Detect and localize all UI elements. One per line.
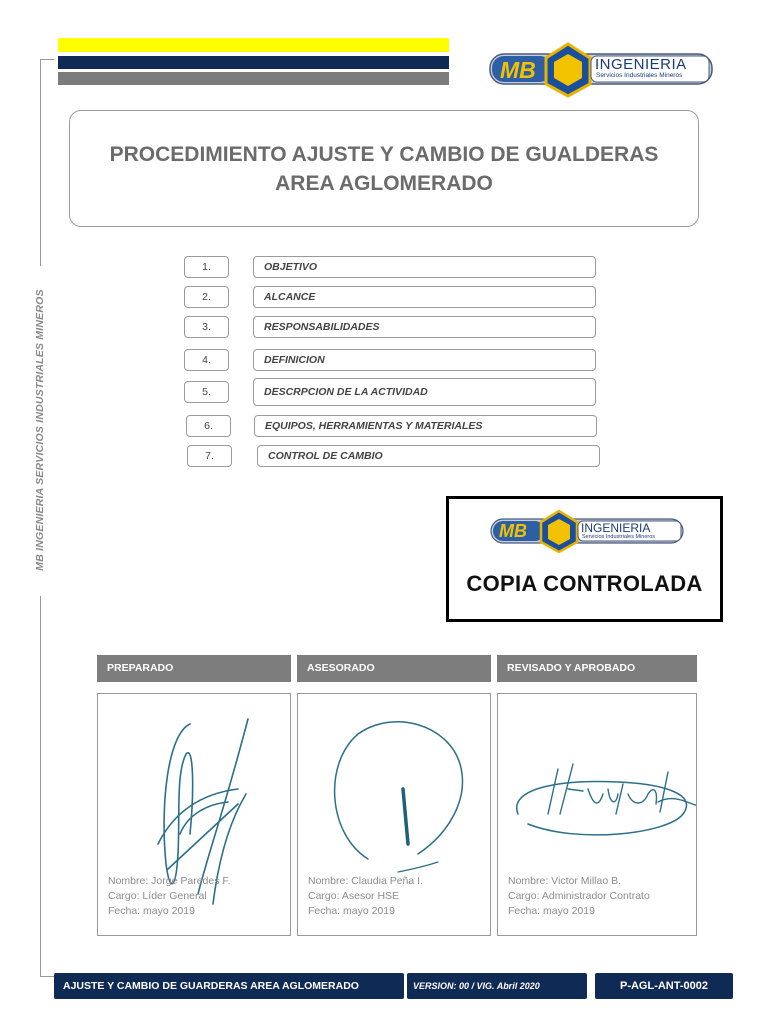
header-bar-gray <box>58 72 449 85</box>
footer-version: VERSION: 00 / VIG. Abril 2020 <box>407 973 587 999</box>
signature-header-advised: ASESORADO <box>297 655 491 682</box>
signature-box-advised <box>297 693 491 936</box>
index-item-definicion[interactable]: DEFINICION <box>253 349 596 371</box>
index-item-responsabilidades[interactable]: RESPONSABILIDADES <box>253 316 596 338</box>
side-rule-lower <box>40 596 41 977</box>
index-item-control-cambio[interactable]: CONTROL DE CAMBIO <box>257 445 600 467</box>
index-number: 6. <box>186 415 231 437</box>
signature-header-prepared: PREPARADO <box>97 655 291 682</box>
signer-date: Fecha: mayo 2019 <box>308 905 395 917</box>
signer-name: Nombre: Jorge Paredes F. <box>108 875 231 887</box>
signer-date: Fecha: mayo 2019 <box>508 905 595 917</box>
signature-info-advised <box>308 874 423 919</box>
index-number: 3. <box>184 316 229 338</box>
logo-tagline: Servicios Industriales Mineros <box>596 72 683 79</box>
logo-letters: MB <box>500 57 536 83</box>
signature-header-approved: REVISADO Y APROBADO <box>497 655 697 682</box>
side-rule-top-tick <box>40 59 54 60</box>
document-title-line1: PROCEDIMIENTO AJUSTE Y CAMBIO DE GUALDERAS <box>109 142 659 166</box>
document-title-line2: AREA AGLOMERADO <box>275 171 493 195</box>
stamp-logo-letters: MB <box>499 521 527 541</box>
signer-role: Cargo: Asesor HSE <box>308 890 400 902</box>
signature-info-prepared <box>108 874 231 919</box>
footer-document-title: AJUSTE Y CAMBIO DE GUARDERAS AREA AGLOMERADO <box>54 973 404 999</box>
index-number: 5. <box>184 381 229 403</box>
header-bar-navy <box>58 56 449 69</box>
index-item-descripcion[interactable]: DESCRPCION DE LA ACTIVIDAD <box>253 378 596 406</box>
stamp-logo-tagline: Servicios Industriales Mineros <box>582 534 656 540</box>
company-logo <box>488 40 714 98</box>
footer-document-code: P-AGL-ANT-0002 <box>595 973 733 999</box>
footer-rule-tick <box>40 976 54 977</box>
controlled-copy-stamp <box>446 496 723 622</box>
signer-date: Fecha: mayo 2019 <box>108 905 195 917</box>
signature-info-approved <box>508 874 650 919</box>
stamp-logo <box>489 509 685 553</box>
controlled-copy-label: COPIA CONTROLADA <box>466 571 703 596</box>
header-bar-yellow <box>58 38 449 52</box>
stamp-logo-brand: INGENIERIA <box>581 521 651 535</box>
index-number: 1. <box>184 256 229 278</box>
signer-role: Cargo: Líder General <box>108 890 207 902</box>
side-company-label: MB INGENIERIA SERVICIOS INDUSTRIALES MINEROS <box>34 289 46 571</box>
index-item-objetivo[interactable]: OBJETIVO <box>253 256 596 278</box>
signer-name: Nombre: Victor Millao B. <box>508 875 622 887</box>
index-item-equipos[interactable]: EQUIPOS, HERRAMIENTAS Y MATERIALES <box>254 415 597 437</box>
logo-brand: INGENIERIA <box>595 56 687 73</box>
document-title-box <box>69 110 699 227</box>
index-number: 4. <box>184 349 229 371</box>
signer-role: Cargo: Administrador Contrato <box>508 890 650 902</box>
signature-box-prepared <box>97 693 291 936</box>
signer-name: Nombre: Claudia Peña I. <box>308 875 423 887</box>
index-item-alcance[interactable]: ALCANCE <box>253 286 596 308</box>
index-number: 2. <box>184 286 229 308</box>
side-rule-upper <box>40 59 41 266</box>
signature-box-approved <box>497 693 697 936</box>
index-number: 7. <box>187 445 232 467</box>
